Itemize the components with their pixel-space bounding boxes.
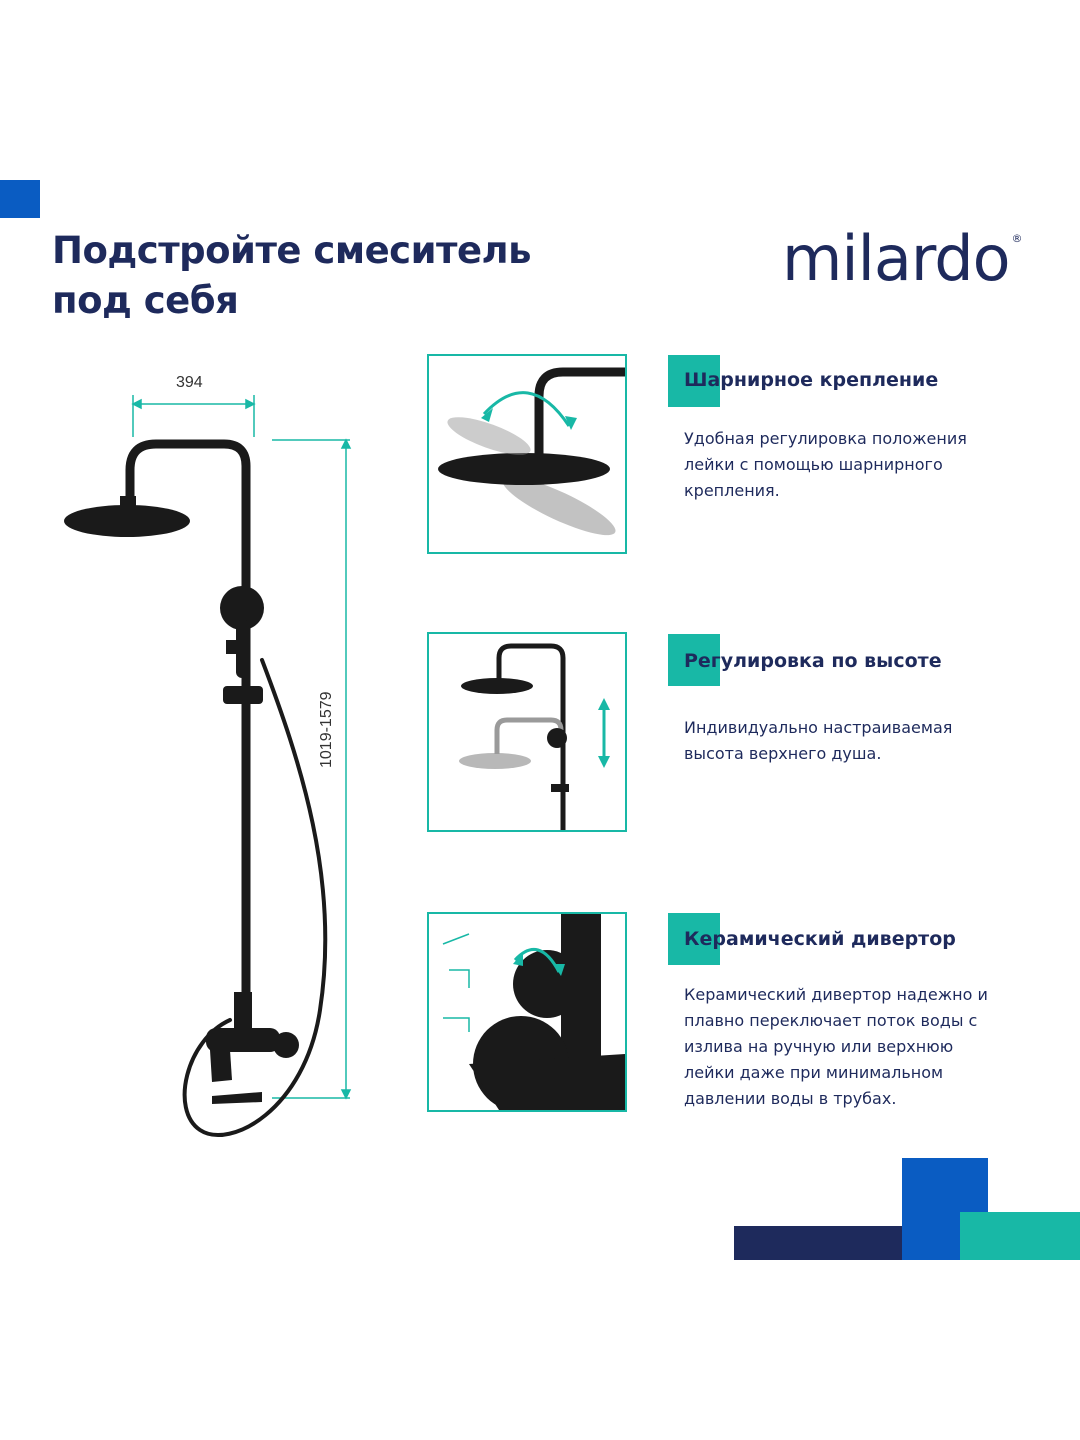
feature-description-line: Индивидуально настраиваемая	[684, 718, 953, 737]
corner-accent	[0, 180, 40, 218]
feature-description-line: Керамический дивертор надежно и	[684, 985, 988, 1004]
feature-description-line: Удобная регулировка положения	[684, 429, 967, 448]
feature-description-line: лейки даже при минимальном	[684, 1063, 944, 1082]
feature-image-swivel	[427, 354, 627, 554]
feature-title-diverter: Керамический дивертор	[684, 928, 956, 950]
registered-mark: ®	[1011, 232, 1022, 245]
feature-description-line: плавно переключает поток воды с	[684, 1011, 978, 1030]
feature-image-diverter	[427, 912, 627, 1112]
brand-logo-text: milardo	[782, 222, 1010, 295]
feature-description-line: давлении воды в трубах.	[684, 1089, 897, 1108]
feature-title-height: Регулировка по высоте	[684, 650, 942, 672]
feature-description-line: высота верхнего душа.	[684, 744, 882, 763]
page-title	[52, 226, 572, 326]
decor-teal-block	[960, 1212, 1080, 1260]
page-title-line-1: Подстройте смеситель	[52, 229, 532, 272]
feature-title-swivel: Шарнирное крепление	[684, 369, 939, 391]
page-title-line-2: под себя	[52, 279, 239, 322]
brand-logo	[782, 222, 1020, 295]
diverter-icon	[429, 914, 625, 1110]
feature-description-swivel	[684, 426, 1044, 504]
feature-image-height	[427, 632, 627, 832]
feature-description-line: лейки с помощью шарнирного	[684, 455, 943, 474]
feature-description-diverter	[684, 982, 1044, 1112]
height-adjust-icon	[429, 634, 625, 830]
feature-description-line: излива на ручную или верхнюю	[684, 1037, 954, 1056]
height-dimension-label: 1019-1579	[318, 691, 335, 768]
swivel-joint-icon	[429, 356, 625, 552]
feature-description-height	[684, 715, 1044, 767]
feature-description-line: крепления.	[684, 481, 780, 500]
width-dimension-label: 394	[176, 374, 203, 391]
